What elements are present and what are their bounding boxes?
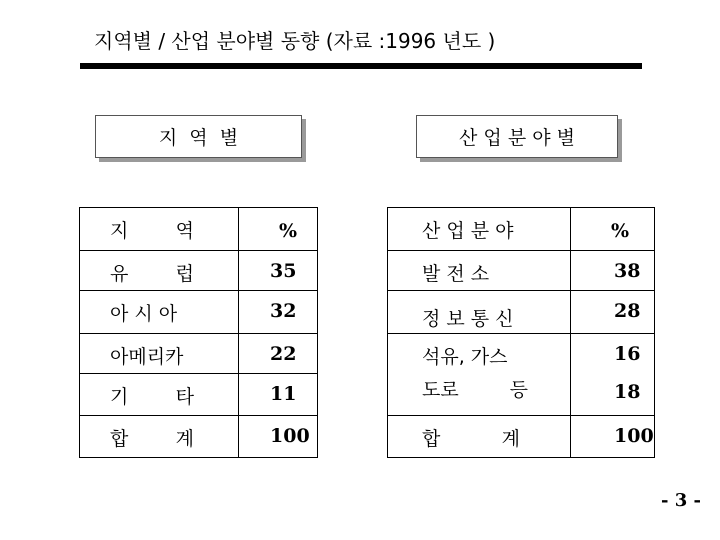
region-table [79, 207, 318, 458]
row-label-cell [80, 291, 239, 334]
row-value-cell [571, 251, 655, 291]
row-value: 32 [270, 300, 297, 322]
header-region-a: 지 [110, 220, 129, 242]
row-label-cell [80, 334, 239, 374]
row-value: 28 [614, 300, 641, 322]
row-value: 100 [614, 425, 654, 447]
table-row [80, 251, 318, 291]
table-row [388, 251, 655, 291]
row-label-a: 합 [422, 428, 441, 450]
row-label-cell [80, 416, 239, 458]
table-header-row [388, 208, 655, 251]
row-label-a: 기 [110, 386, 129, 408]
row-label-a: 유 [110, 263, 129, 285]
row-label-b: 타 [175, 386, 194, 408]
industry-table [387, 207, 655, 458]
table-row [388, 334, 655, 416]
header-pct-cell [239, 208, 318, 251]
header-pct: % [611, 220, 630, 242]
header-region-b: 역 [175, 220, 194, 242]
table-row [80, 334, 318, 374]
row-label: 발 전 소 [422, 263, 490, 285]
industry-heading-box: 산 업 분 야 별 [416, 115, 618, 158]
header-industry-cell [388, 208, 571, 251]
header-pct: % [279, 220, 298, 242]
row-value: 11 [270, 383, 297, 405]
row-label-line1: 석유, 가스 [422, 346, 508, 368]
row-label-line2-b: 등 [509, 379, 528, 401]
row-value-cell [239, 374, 318, 416]
row-label-line2-a: 도로 [422, 379, 459, 401]
row-label-cell [388, 251, 571, 291]
table-row [80, 374, 318, 416]
row-value: 100 [270, 425, 310, 447]
table-header-row [80, 208, 318, 251]
row-value-cell [571, 416, 655, 458]
row-label-cell [388, 334, 571, 416]
header-pct-cell [571, 208, 655, 251]
row-value-cell [239, 334, 318, 374]
table-row [388, 291, 655, 334]
header-region-cell [80, 208, 239, 251]
row-value-cell [239, 416, 318, 458]
row-label-a: 합 [110, 428, 129, 450]
row-value-a: 16 [614, 343, 641, 365]
row-label: 정 보 통 신 [422, 308, 514, 330]
row-value-cell [239, 251, 318, 291]
row-value: 22 [270, 343, 297, 365]
table-row-total [80, 416, 318, 458]
header-industry: 산 업 분 야 [422, 220, 514, 242]
row-label-cell [80, 374, 239, 416]
table-row-total [388, 416, 655, 458]
row-label-cell [80, 251, 239, 291]
row-label-b: 계 [175, 428, 194, 450]
row-value-b: 18 [614, 381, 641, 403]
page-number: - 3 - [661, 490, 701, 511]
row-value-cell [571, 334, 655, 416]
row-label-cell [388, 291, 571, 334]
region-heading-box: 지 역 별 [95, 115, 302, 158]
table-row [80, 291, 318, 334]
row-label: 아 시 아 [110, 303, 178, 325]
row-value-cell [571, 291, 655, 334]
page-title: 지역별 / 산업 분야별 동향 (자료 :1996 년도 ) [94, 29, 496, 53]
row-label-b: 럽 [175, 263, 194, 285]
row-value: 38 [614, 260, 641, 282]
row-value-cell [239, 291, 318, 334]
row-value: 35 [270, 260, 297, 282]
row-label-b: 계 [501, 428, 520, 450]
row-label: 아메리카 [110, 346, 184, 368]
row-label-cell [388, 416, 571, 458]
title-underline [80, 63, 642, 69]
